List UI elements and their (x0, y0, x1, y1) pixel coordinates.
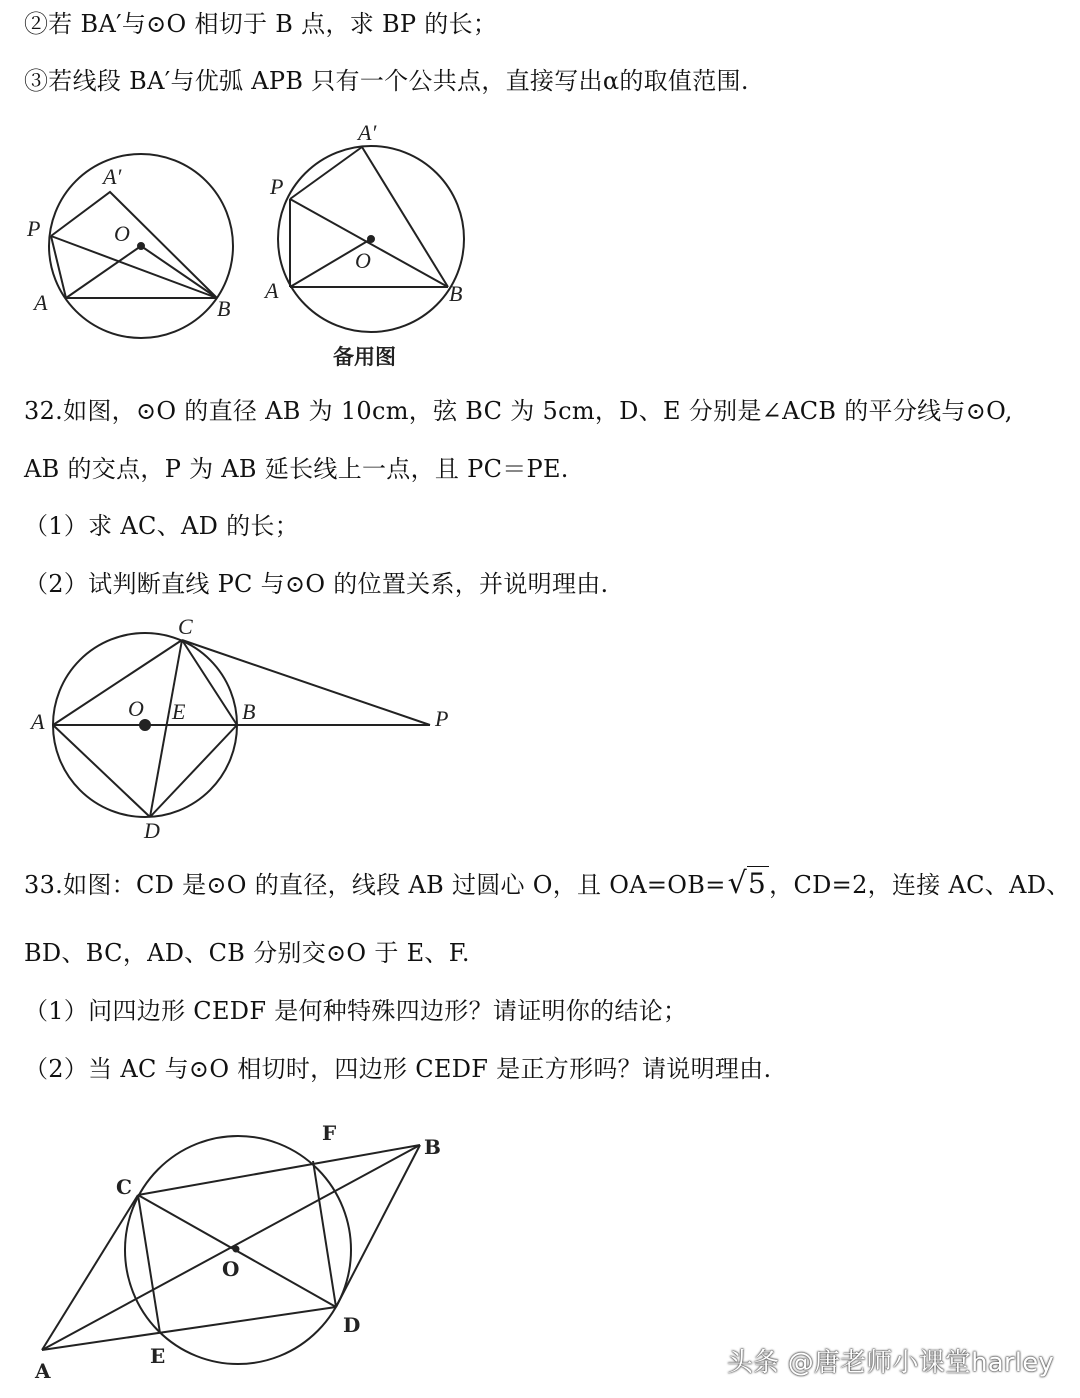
label-A: A (35, 1359, 51, 1383)
label-D: D (343, 1313, 361, 1337)
segment-F-D (313, 1161, 336, 1307)
label-C: C (116, 1175, 132, 1199)
label-F: F (322, 1121, 337, 1145)
problem33-question1: （1）问四边形 CEDF 是何种特殊四边形？请证明你的结论； (24, 997, 688, 1025)
center-dot-left (138, 243, 144, 249)
figure31-caption: 备用图 (333, 344, 396, 369)
problem32-stem-line1: 32.如图，⊙O 的直径 AB 为 10cm，弦 BC 为 5cm，D、E 分别是∠ACB 的平分线与⊙O, (24, 397, 1013, 425)
label-A-prime: A′ (358, 120, 377, 145)
label-D: D (144, 818, 160, 843)
segment-C-P (182, 640, 430, 725)
label-P: P (27, 216, 41, 241)
segment-C-E (138, 1195, 160, 1333)
problem31-sub2: ②若 BA′与⊙O 相切于 B 点，求 BP 的长； (24, 10, 498, 38)
segment-C-D (150, 640, 182, 817)
label-C: C (178, 614, 193, 639)
figure31-right (278, 146, 464, 332)
label-B: B (217, 296, 231, 321)
center-dot (234, 1247, 239, 1252)
label-B: B (424, 1135, 441, 1159)
label-B: B (242, 699, 256, 724)
segment-C-B (182, 640, 237, 725)
label-O: O (128, 696, 144, 721)
label-A: A (34, 290, 48, 315)
label-A: A (31, 709, 45, 734)
problem32-question2: （2）试判断直线 PC 与⊙O 的位置关系，并说明理由. (24, 570, 609, 598)
center-dot (140, 720, 150, 730)
label-P: P (270, 174, 284, 199)
label-O: O (355, 248, 371, 273)
problem33-stem-line1 (24, 866, 1071, 901)
segment-O-B (141, 246, 217, 298)
problem32-stem-line2: AB 的交点，P 为 AB 延长线上一点，且 PC＝PE. (24, 455, 569, 483)
figure31 (0, 112, 500, 374)
segment-A-C (42, 1195, 138, 1350)
label-O: O (114, 221, 130, 246)
figure31-left (49, 154, 233, 338)
label-A-prime: A′ (103, 164, 122, 189)
segment-P-B (51, 236, 217, 298)
watermark: 头条 @唐老师小课堂harley (726, 1348, 1054, 1378)
segment-A-D (42, 1307, 336, 1350)
center-dot-right (368, 236, 374, 242)
segment-Aprime-B (362, 147, 448, 287)
label-O: O (222, 1257, 240, 1281)
label-P: P (435, 706, 449, 731)
problem33-question2: （2）当 AC 与⊙O 相切时，四边形 CEDF 是正方形吗？请说明理由. (24, 1055, 772, 1083)
problem33-stem-pre: 33.如图：CD 是⊙O 的直径，线段 AB 过圆心 O，且 OA=OB= (24, 871, 726, 899)
problem31-sub3: ③若线段 BA′与优弧 APB 只有一个公共点，直接写出α的取值范围. (24, 67, 749, 95)
problem33-stem-line2: BD、BC，AD、CB 分别交⊙O 于 E、F. (24, 939, 470, 967)
problem33-stem-post: ，CD=2，连接 AC、AD、 (769, 871, 1071, 899)
label-E: E (150, 1344, 166, 1368)
label-B: B (449, 281, 463, 306)
segment-P-Aprime (290, 147, 362, 199)
segment-A-O (66, 246, 141, 298)
segment-A-C (53, 640, 182, 725)
sqrt-5: √5 (726, 869, 770, 900)
segment-A-D (53, 725, 150, 817)
label-E: E (172, 699, 186, 724)
label-A: A (265, 278, 279, 303)
figure33 (0, 1110, 460, 1398)
figure32 (0, 606, 480, 846)
problem32-question1: （1）求 AC、AD 的长； (24, 512, 299, 540)
